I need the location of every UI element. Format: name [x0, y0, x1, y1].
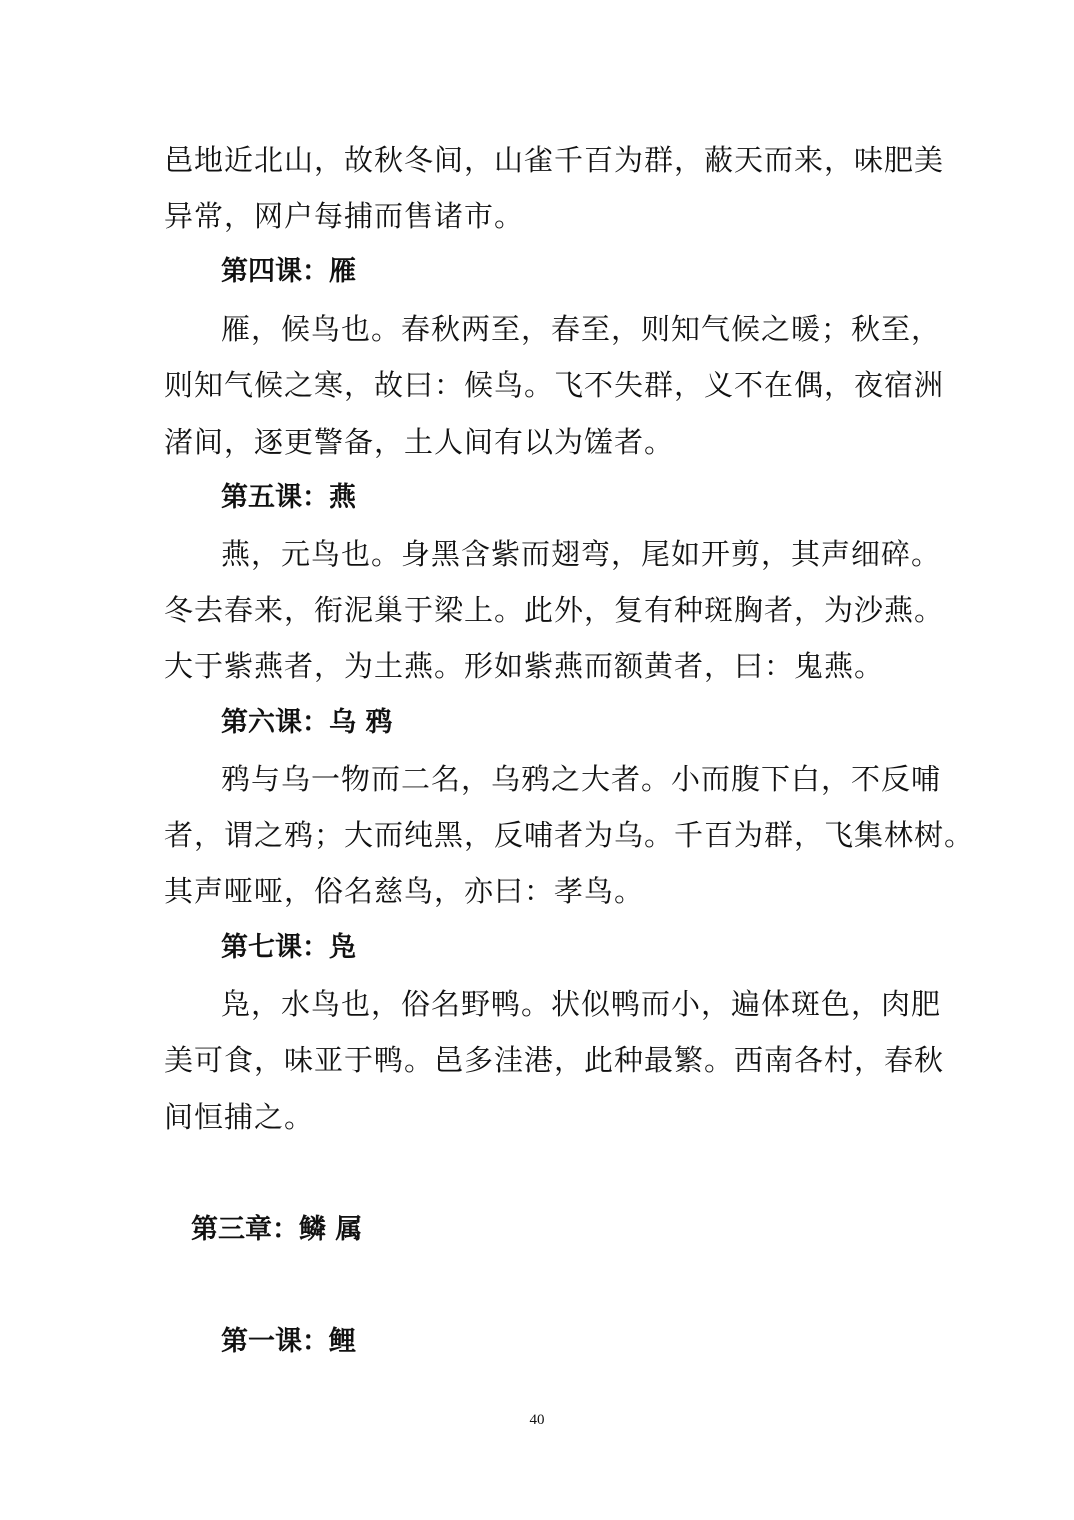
paragraph-line: 者，谓之鸦；大而纯黑，反哺者为乌。千百为群，飞集林树。	[164, 818, 975, 852]
lesson-heading: 第六课：乌 鸦	[221, 707, 393, 738]
paragraph-line: 渚间，逐更警备，土人间有以为馐者。	[164, 425, 675, 459]
paragraph-line: 异常，网户每捕而售诸市。	[164, 199, 525, 233]
paragraph-line: 凫，水鸟也，俗名野鸭。状似鸭而小，遍体斑色，肉肥	[221, 987, 942, 1021]
lesson-heading: 第七课：凫	[221, 932, 356, 963]
paragraph-line: 大于紫燕者，为土燕。形如紫燕而额黄者，曰：鬼燕。	[164, 649, 885, 683]
paragraph-line: 美可食，味亚于鸭。邑多洼港，此种最繁。西南各村，春秋	[164, 1043, 945, 1077]
paragraph-line: 燕，元鸟也。身黑含紫而翅弯，尾如开剪，其声细碎。	[221, 537, 942, 571]
page-number: 40	[529, 1412, 545, 1428]
lesson-heading: 第一课：鲤	[221, 1326, 356, 1357]
paragraph-line: 邑地近北山，故秋冬间，山雀千百为群，蔽天而来，味肥美	[164, 143, 945, 177]
paragraph-line: 间恒捕之。	[164, 1100, 315, 1134]
lesson-heading: 第四课：雁	[221, 256, 356, 287]
paragraph-line: 则知气候之寒，故曰：候鸟。飞不失群，义不在偶，夜宿洲	[164, 368, 945, 402]
paragraph-line: 其声哑哑，俗名慈鸟，亦曰：孝鸟。	[164, 874, 645, 908]
paragraph-line: 鸦与乌一物而二名，乌鸦之大者。小而腹下白，不反哺	[221, 762, 942, 796]
paragraph-line: 雁，候鸟也。春秋两至，春至，则知气候之暖；秋至，	[221, 312, 942, 346]
chapter-heading: 第三章：鳞 属	[191, 1214, 363, 1245]
paragraph-line: 冬去春来，衔泥巢于梁上。此外，复有种斑胸者，为沙燕。	[164, 593, 945, 627]
lesson-heading: 第五课：燕	[221, 482, 356, 513]
